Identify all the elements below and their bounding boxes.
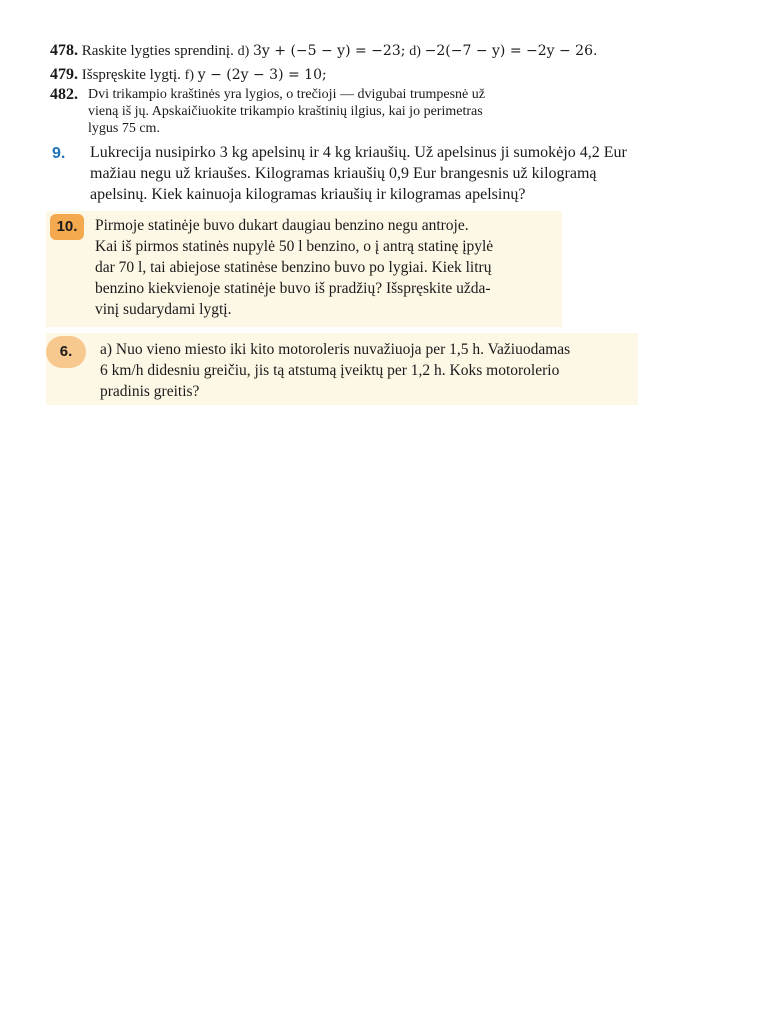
problem-text-line: mažiau negu už kriaušes. Kilogramas kriaušių 0,9 Eur brangesnis už kilogramą [90,165,597,182]
problem-478 [50,42,597,60]
problem-number: 479. [50,66,78,83]
problem-text-line: Lukrecija nusipirko 3 kg apelsinų ir 4 kg kriaušių. Už apelsinus ji sumokėjo 4,2 Eur [90,144,627,161]
equation-label: f) [184,68,194,83]
equation-label: d) [409,44,421,59]
problem-text-line: pradinis greitis? [100,383,200,400]
equation: 3y + (−5 − y) = −23; [253,43,406,59]
problem-text-line: benzino kiekvienoje statinėje buvo iš pradžių? Išspręskite užda- [95,280,491,297]
problem-number-badge [46,336,86,368]
problem-text: Raskite lygties sprendinį. [81,43,234,59]
problem-text-line: apelsinų. Kiek kainuoja kilogramas kriaušių ir kilogramas apelsinų? [90,186,526,203]
problem-number: 482. [50,86,78,103]
problem-text-line: Pirmoje statinėje buvo dukart daugiau benzino negu antroje. [95,217,469,234]
equation: y − (2y − 3) = 10; [197,67,327,83]
problem-number: 9. [52,145,66,162]
problem-text: Išspręskite lygtį. [81,67,181,83]
problem-text-line: Dvi trikampio kraštinės yra lygios, o trečioji — dvigubai trumpesnė už [88,87,485,102]
equation: −2(−7 − y) = −2y − 26. [424,43,598,59]
problem-6-box [46,333,638,405]
problem-number: 6. [59,343,73,360]
problem-text-line: a) Nuo vieno miesto iki kito motoroleris nuvažiuoja per 1,5 h. Važiuodamas [100,341,571,358]
problem-text-line: 6 km/h didesniu greičiu, jis tą atstumą įveiktų per 1,2 h. Koks motorolerio [100,362,560,379]
problem-number-badge [50,214,84,240]
problem-9 [50,144,690,210]
problem-number: 478. [50,42,78,59]
problem-10-box [46,211,562,327]
problem-482 [50,86,590,142]
problem-text-line: lygus 75 cm. [88,121,160,136]
problem-479 [50,66,327,84]
problem-number: 10. [56,218,78,235]
problem-text-line: vieną iš jų. Apskaičiuokite trikampio kraštinių ilgius, kai jo perimetras [88,104,483,119]
equation-label: d) [237,44,250,59]
problem-text-line: Kai iš pirmos statinės nupylė 50 l benzino, o į antrą statinę įpylė [95,238,494,255]
problem-text-line: dar 70 l, tai abiejose statinėse benzino buvo po lygiai. Kiek litrų [95,259,492,276]
problem-text-line: vinį sudarydami lygtį. [95,301,232,318]
